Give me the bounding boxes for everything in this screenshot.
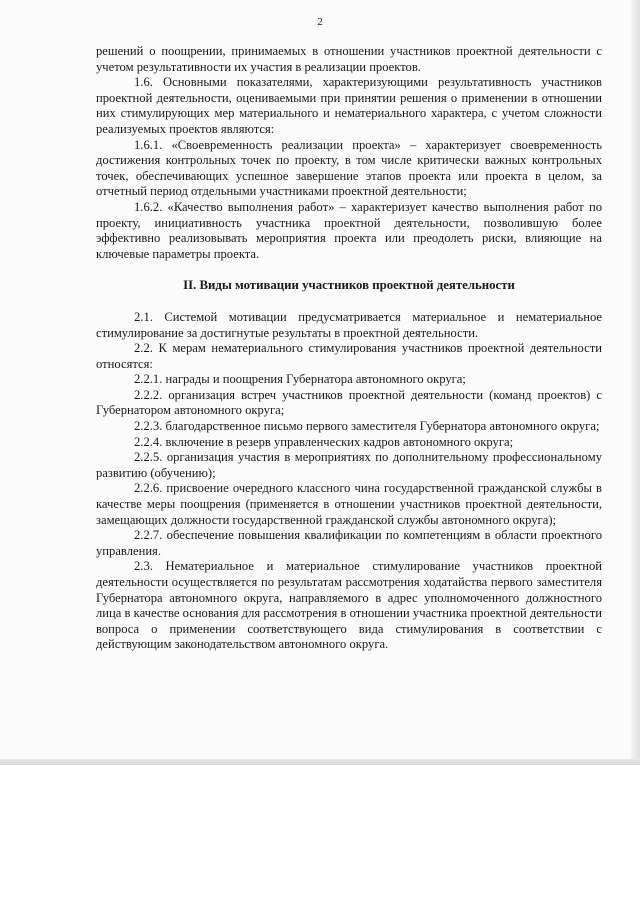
page-edge-shadow [631, 0, 640, 760]
paragraph: решений о поощрении, принимаемых в отношении участников проектной деятельности с учетом результативности их участия в реализации проектов. [96, 44, 602, 74]
list-item: 2.2.1. награды и поощрения Губернатора автономного округа; [134, 372, 466, 387]
document-body [96, 44, 602, 653]
list-item: 2.2.6. присвоение очередного классного чина государственной гражданской службы в качестве меры поощрения (применяется в отношении участников проектной деятельности, замещающих должности государственной гражданской службы автономного округа); [96, 481, 602, 527]
list-item: 2.2.2. организация встреч участников проектной деятельности (команд проектов) с Губернатором автономного округа; [96, 387, 602, 418]
list-item: 2.2.4. включение в резерв управленческих кадров автономного округа; [134, 434, 514, 449]
section-heading: II. Виды мотивации участников проектной деятельности [183, 278, 515, 293]
paragraph: 1.6.1. «Своевременность реализации проекта» – характеризует своевременность достижения контрольных точек по проекту, в том числе критически важных контрольных точек, обеспечивающих успешное завершение этапов проекта или проекта в целом, за отчетный период отдельными участниками проектной деятельности; [96, 137, 602, 199]
list-item: 2.2.5. организация участия в мероприятиях по дополнительному профессиональному развитию (обучению); [96, 450, 602, 480]
paragraph: 2.1. Системой мотивации предусматривается материальное и нематериальное стимулирование за достигнутые результаты в проектной деятельности. [96, 309, 602, 340]
list-item: 2.2.7. обеспечение повышения квалификации по компетенциям в области проектного управления. [96, 528, 602, 558]
paragraph: 1.6. Основными показателями, характеризующими результативность участников проектной деятельности, оцениваемыми при принятии решения о применении в отношении них стимулирующих мер материального и нематериального характера, с учетом сложности реализуемых проектов являются: [96, 75, 602, 136]
page-number: 2 [317, 16, 323, 28]
list-item: 2.2.3. благодарственное письмо первого заместителя Губернатора автономного округа; [134, 419, 600, 434]
paragraph: 1.6.2. «Качество выполнения работ» – характеризует качество выполнения работ по проекту, инициативность участника проектной деятельности, позволившую более эффективно реализовывать мероприятия проекта или преодолеть риски, влияющие на ключевые параметры проекта. [96, 199, 602, 261]
paragraph: 2.3. Нематериальное и материальное стимулирование участников проектной деятельности осуществляется по результатам рассмотрения ходатайства первого заместителя Губернатора автономного округа, направляемого в адрес уполномоченного должностного лица в качестве основания для рассмотрения в отношении участника проектной деятельности вопроса о применении соответствующего вида стимулирования в соответствии с действующим законодательством автономного округа. [96, 559, 602, 652]
page-bottom-shadow [0, 759, 640, 765]
paragraph: 2.2. К мерам нематериального стимулирования участников проектной деятельности относятся: [96, 341, 602, 371]
